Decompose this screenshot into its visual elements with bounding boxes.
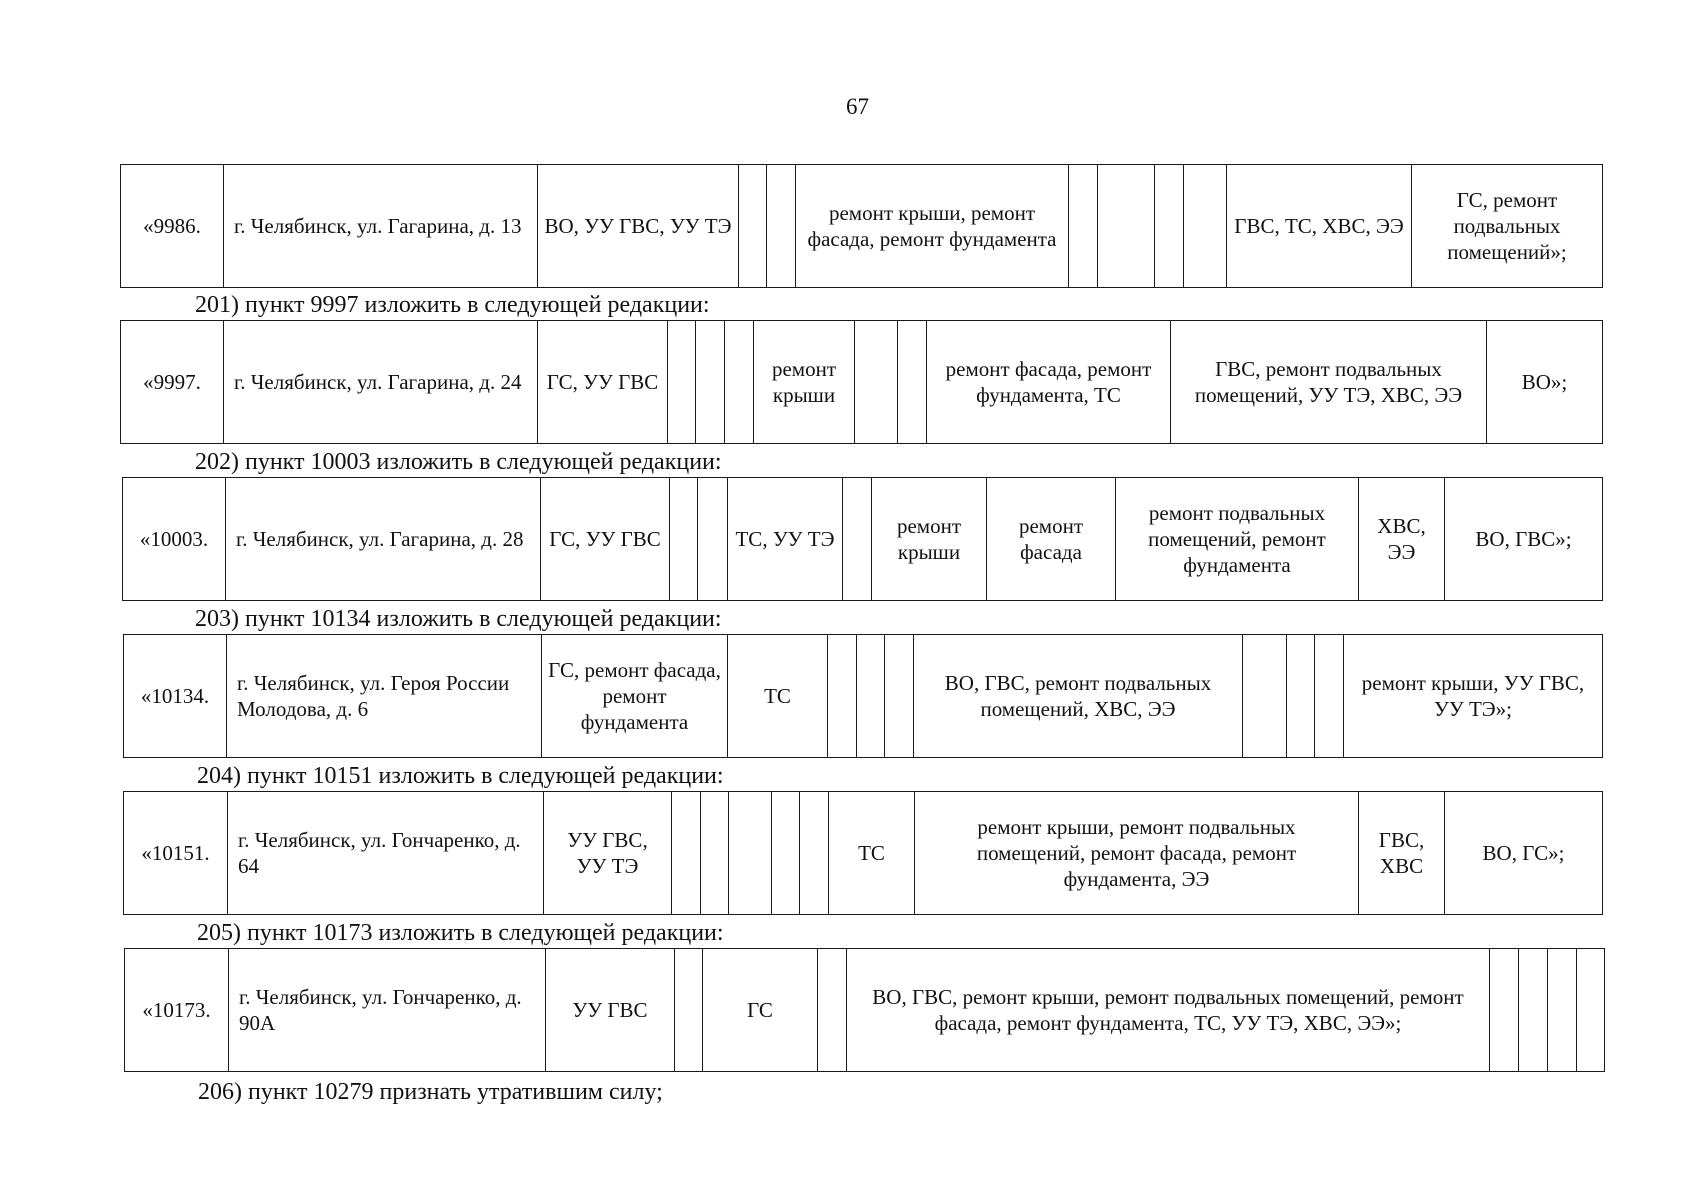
works-cell: ВО, ГВС»; xyxy=(1445,478,1603,601)
empty-cell xyxy=(828,635,857,758)
works-cell: ГС, ремонт подвальных помещений»; xyxy=(1412,165,1603,288)
address-cell: г. Челябинск, ул. Гончаренко, д. 90А xyxy=(229,949,546,1072)
empty-cell xyxy=(1184,165,1227,288)
empty-cell xyxy=(1155,165,1184,288)
works-cell: ГВС, ХВС xyxy=(1359,792,1445,915)
item-number-cell: «10151. xyxy=(124,792,228,915)
instruction-202: 202) пункт 10003 изложить в следующей редакции: xyxy=(195,449,722,475)
address-cell: г. Челябинск, ул. Героя России Молодова, д. 6 xyxy=(227,635,542,758)
works-cell: ТС, УУ ТЭ xyxy=(728,478,843,601)
item-number-cell: «9986. xyxy=(121,165,224,288)
empty-cell xyxy=(885,635,914,758)
amendment-table-10134 xyxy=(123,634,1603,758)
empty-cell xyxy=(739,165,767,288)
empty-cell xyxy=(1490,949,1519,1072)
empty-cell xyxy=(1287,635,1315,758)
works-cell: ВО»; xyxy=(1487,321,1603,444)
item-number-cell: «9997. xyxy=(121,321,224,444)
address-cell: г. Челябинск, ул. Гагарина, д. 13 xyxy=(224,165,538,288)
amendment-table-9997 xyxy=(120,320,1603,444)
page-number: 67 xyxy=(846,94,869,119)
works-cell: ТС xyxy=(829,792,915,915)
works-cell: ТС xyxy=(728,635,828,758)
item-number-cell: «10173. xyxy=(125,949,229,1072)
empty-cell xyxy=(1519,949,1548,1072)
works-cell: ГС, ремонт фасада, ремонт фундамента xyxy=(542,635,728,758)
empty-cell xyxy=(672,792,701,915)
empty-cell xyxy=(772,792,800,915)
empty-cell xyxy=(898,321,927,444)
closing-instruction-206: 206) пункт 10279 признать утратившим силу; xyxy=(198,1079,663,1105)
item-number-cell: «10003. xyxy=(123,478,226,601)
empty-cell xyxy=(1577,949,1605,1072)
works-cell: ремонт крыши xyxy=(754,321,855,444)
empty-cell xyxy=(767,165,796,288)
empty-cell xyxy=(1548,949,1577,1072)
empty-cell xyxy=(725,321,754,444)
works-cell: ВО, ГВС, ремонт подвальных помещений, ХВС, ЭЭ xyxy=(914,635,1243,758)
amendment-table-9986 xyxy=(120,164,1603,288)
address-cell: г. Челябинск, ул. Гагарина, д. 24 xyxy=(224,321,538,444)
empty-cell xyxy=(701,792,729,915)
works-cell: ГС xyxy=(703,949,818,1072)
works-cell: ВО, ГС»; xyxy=(1445,792,1603,915)
amendment-table-10151 xyxy=(123,791,1603,915)
address-cell: г. Челябинск, ул. Гагарина, д. 28 xyxy=(226,478,541,601)
empty-cell xyxy=(1098,165,1155,288)
empty-cell xyxy=(1243,635,1287,758)
empty-cell xyxy=(855,321,898,444)
works-cell: ВО, ГВС, ремонт крыши, ремонт подвальных помещений, ремонт фасада, ремонт фундамента, ТС, УУ ТЭ, ХВС, ЭЭ»; xyxy=(847,949,1490,1072)
works-cell: ГВС, ТС, ХВС, ЭЭ xyxy=(1227,165,1412,288)
empty-cell xyxy=(729,792,772,915)
works-cell: ремонт крыши, УУ ГВС, УУ ТЭ»; xyxy=(1344,635,1603,758)
empty-cell xyxy=(857,635,885,758)
empty-cell xyxy=(696,321,725,444)
empty-cell xyxy=(675,949,703,1072)
works-cell: ГС, УУ ГВС xyxy=(541,478,670,601)
works-cell: ХВС, ЭЭ xyxy=(1359,478,1445,601)
works-cell: ремонт крыши, ремонт фасада, ремонт фундамента xyxy=(796,165,1069,288)
works-cell: ремонт фасада xyxy=(987,478,1116,601)
works-cell: УУ ГВС xyxy=(546,949,675,1072)
works-cell: ВО, УУ ГВС, УУ ТЭ xyxy=(538,165,739,288)
empty-cell xyxy=(1315,635,1344,758)
instruction-201: 201) пункт 9997 изложить в следующей редакции: xyxy=(195,292,710,318)
empty-cell xyxy=(843,478,872,601)
item-number-cell: «10134. xyxy=(124,635,227,758)
instruction-204: 204) пункт 10151 изложить в следующей редакции: xyxy=(197,763,724,789)
empty-cell xyxy=(670,478,698,601)
instruction-205: 205) пункт 10173 изложить в следующей редакции: xyxy=(197,920,724,946)
works-cell: ремонт крыши xyxy=(872,478,987,601)
amendment-table-10003 xyxy=(122,477,1603,601)
empty-cell xyxy=(668,321,696,444)
empty-cell xyxy=(698,478,728,601)
amendment-table-10173 xyxy=(124,948,1605,1072)
works-cell: ГВС, ремонт подвальных помещений, УУ ТЭ, ХВС, ЭЭ xyxy=(1171,321,1487,444)
works-cell: ремонт крыши, ремонт подвальных помещений, ремонт фасада, ремонт фундамента, ЭЭ xyxy=(915,792,1359,915)
works-cell: ремонт фасада, ремонт фундамента, ТС xyxy=(927,321,1171,444)
empty-cell xyxy=(800,792,829,915)
address-cell: г. Челябинск, ул. Гончаренко, д. 64 xyxy=(228,792,544,915)
works-cell: УУ ГВС, УУ ТЭ xyxy=(544,792,672,915)
empty-cell xyxy=(818,949,847,1072)
instruction-203: 203) пункт 10134 изложить в следующей редакции: xyxy=(195,606,722,632)
works-cell: ремонт подвальных помещений, ремонт фундамента xyxy=(1116,478,1359,601)
works-cell: ГС, УУ ГВС xyxy=(538,321,668,444)
empty-cell xyxy=(1069,165,1098,288)
